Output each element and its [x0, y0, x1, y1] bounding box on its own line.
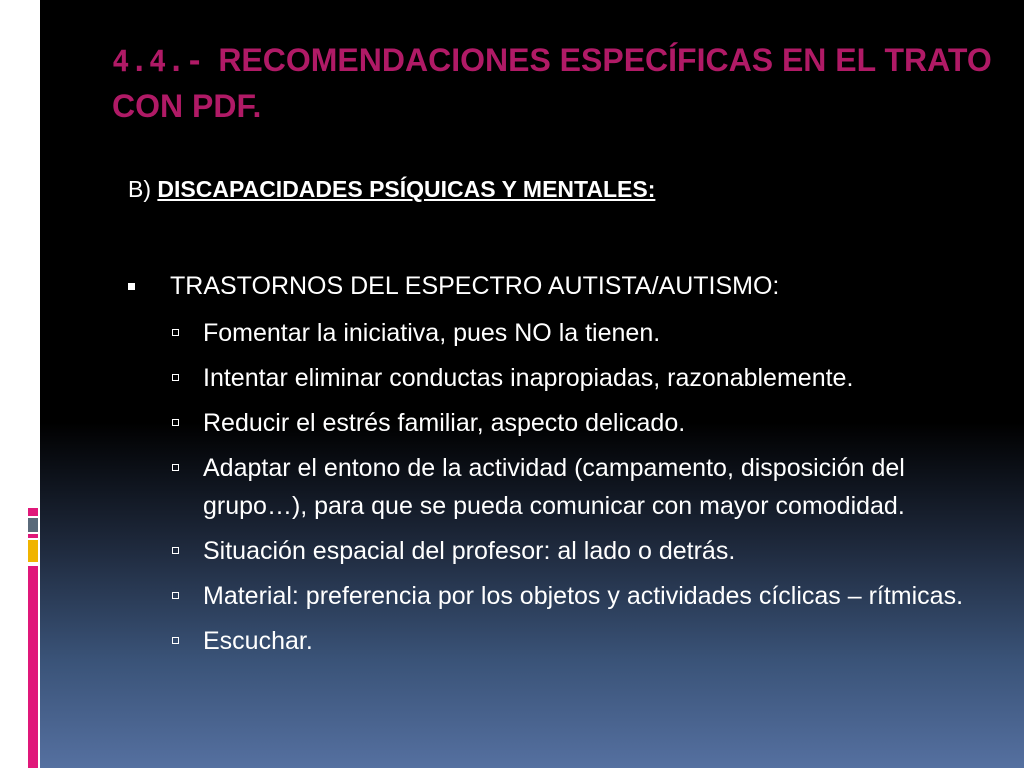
list-item: [170, 404, 1000, 442]
accent-bar-yellow: [28, 540, 38, 562]
hollow-square-bullet-icon: [172, 419, 179, 426]
list-item: [170, 532, 1000, 570]
title-number: 4.4.-: [112, 44, 205, 78]
list-item-text: Reducir el estrés familiar, aspecto delicado.: [203, 409, 686, 437]
list-item: [170, 577, 1000, 615]
title-text: RECOMENDACIONES ESPECÍFICAS EN EL TRATO CON PDF.: [112, 42, 992, 124]
section-heading: [128, 176, 655, 203]
section-prefix: B): [128, 176, 151, 202]
square-bullet-icon: [128, 283, 135, 290]
sub-bullet-list: [170, 314, 1000, 667]
list-item: [170, 622, 1000, 660]
accent-bar-magenta: [28, 534, 38, 538]
list-item-text: Adaptar el entono de la actividad (campamento, disposición del grupo…), para que se pueda comunicar con mayor comodidad.: [203, 454, 905, 520]
main-bullet-label: TRASTORNOS DEL ESPECTRO AUTISTA/AUTISMO:: [170, 272, 780, 300]
accent-bar-magenta: [28, 508, 38, 516]
accent-bar-magenta: [28, 566, 38, 768]
list-item: [170, 359, 1000, 397]
hollow-square-bullet-icon: [172, 592, 179, 599]
slide-title: [112, 38, 992, 129]
slide: [40, 0, 1024, 768]
hollow-square-bullet-icon: [172, 637, 179, 644]
hollow-square-bullet-icon: [172, 374, 179, 381]
list-item: [170, 314, 1000, 352]
accent-bar-gray: [28, 518, 38, 532]
hollow-square-bullet-icon: [172, 547, 179, 554]
hollow-square-bullet-icon: [172, 464, 179, 471]
list-item-text: Escuchar.: [203, 627, 313, 655]
list-item-text: Fomentar la iniciativa, pues NO la tienen.: [203, 319, 661, 347]
list-item-text: Intentar eliminar conductas inapropiadas, razonablemente.: [203, 364, 854, 392]
list-item: [170, 449, 1000, 525]
list-item-text: Material: preferencia por los objetos y actividades cíclicas – rítmicas.: [203, 582, 964, 610]
hollow-square-bullet-icon: [172, 329, 179, 336]
section-heading-text: DISCAPACIDADES PSÍQUICAS Y MENTALES:: [157, 176, 656, 202]
list-item-text: Situación espacial del profesor: al lado o detrás.: [203, 537, 736, 565]
